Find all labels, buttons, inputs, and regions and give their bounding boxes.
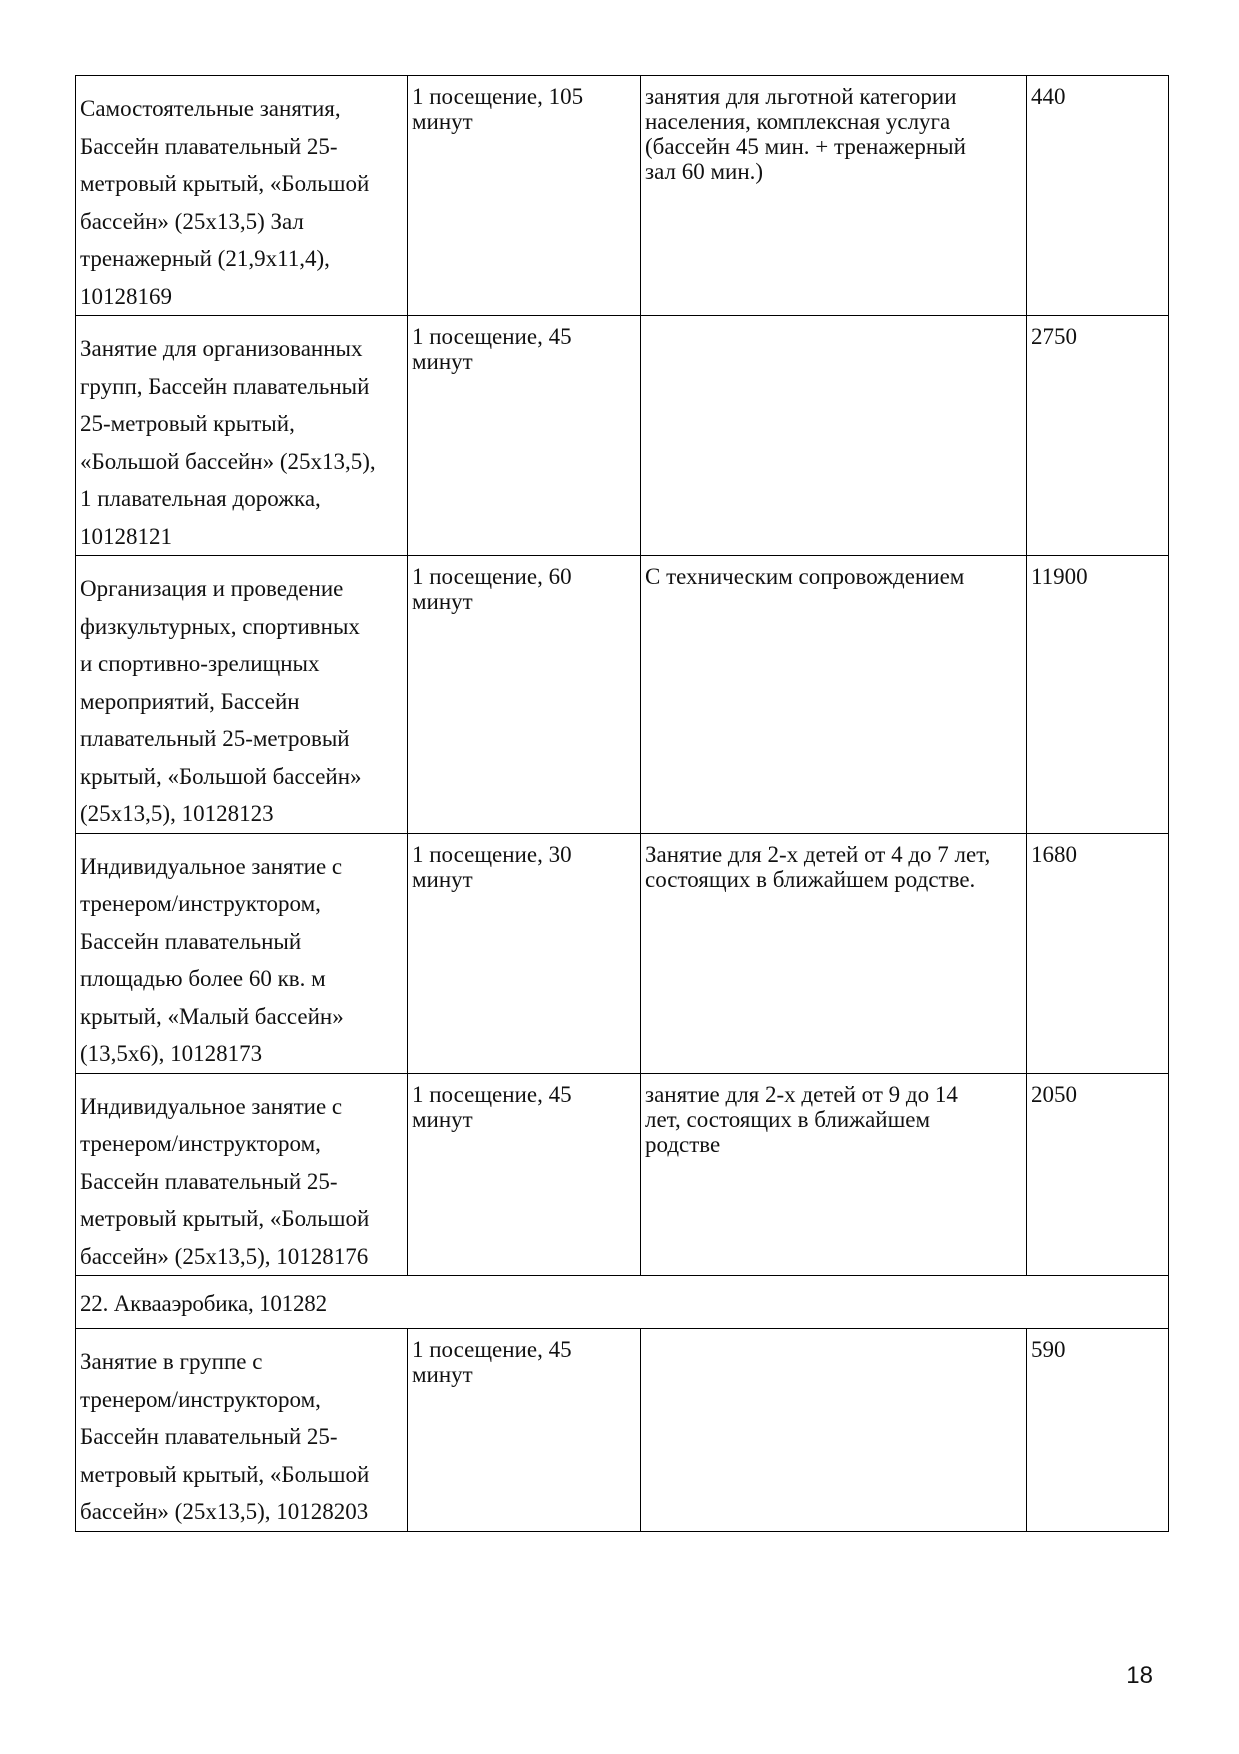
unit-text: 1 посещение, 45 минут <box>412 324 572 374</box>
table-row <box>76 833 1169 1073</box>
price-text: 2050 <box>1031 1081 1077 1107</box>
unit-text: 1 посещение, 45 минут <box>412 1081 572 1132</box>
unit-cell <box>408 556 641 834</box>
table-row <box>76 316 1169 556</box>
page-number: 18 <box>1126 1662 1153 1689</box>
price-cell <box>1027 76 1169 316</box>
note-cell <box>641 833 1027 1073</box>
service-name-cell <box>76 1329 408 1532</box>
service-price-table <box>75 75 1169 1532</box>
price-text: 590 <box>1031 1337 1066 1362</box>
price-cell <box>1027 316 1169 556</box>
unit-text: 1 посещение, 45 минут <box>412 1337 572 1387</box>
note-text: занятия для льготной категории населения, комплексная услуга (бассейн 45 мин. + тренажерный зал 60 мин.) <box>645 84 966 184</box>
price-text: 2750 <box>1031 324 1077 349</box>
note-text: С техническим сопровождением <box>645 564 965 589</box>
table-row <box>76 76 1169 316</box>
unit-cell <box>408 76 641 316</box>
note-cell <box>641 1329 1027 1532</box>
note-cell <box>641 1073 1027 1276</box>
service-name: Занятие для организованных групп, Бассейн плавательный 25-метровый крытый, «Большой бассейн» (25х13,5), 1 плавательная дорожка, 10128121 <box>80 336 376 549</box>
note-cell <box>641 556 1027 834</box>
note-cell <box>641 76 1027 316</box>
unit-text: 1 посещение, 105 минут <box>412 84 584 134</box>
price-cell <box>1027 556 1169 834</box>
unit-cell <box>408 316 641 556</box>
price-text: 11900 <box>1031 564 1088 589</box>
section-header-row <box>76 1276 1169 1329</box>
service-name-cell <box>76 76 408 316</box>
unit-cell <box>408 833 641 1073</box>
service-name-cell <box>76 316 408 556</box>
service-name: Индивидуальное занятие с тренером/инструктором, Бассейн плавательный 25- метровый крытый, «Большой бассейн» (25х13,5), 10128176 <box>80 1093 370 1269</box>
service-name: Занятие в группе с тренером/инструктором, Бассейн плавательный 25- метровый крытый, «Большой бассейн» (25х13,5), 10128203 <box>80 1349 370 1524</box>
price-cell <box>1027 1073 1169 1276</box>
service-name: Индивидуальное занятие с тренером/инструктором, Бассейн плавательный площадью более 60 кв. м крытый, «Малый бассейн» (13,5х6), 10128173 <box>80 853 344 1066</box>
price-text: 1680 <box>1031 841 1077 867</box>
unit-cell <box>408 1329 641 1532</box>
price-text: 440 <box>1031 84 1066 109</box>
service-name: Самостоятельные занятия, Бассейн плавательный 25- метровый крытый, «Большой бассейн» (25х13,5) Зал тренажерный (21,9х11,4), 10128169 <box>80 96 370 309</box>
unit-text: 1 посещение, 30 минут <box>412 841 572 892</box>
note-text: занятие для 2-х детей от 9 до 14 лет, состоящих в ближайшем родстве <box>645 1081 958 1157</box>
unit-cell <box>408 1073 641 1276</box>
price-cell <box>1027 1329 1169 1532</box>
note-text: Занятие для 2-х детей от 4 до 7 лет, состоящих в ближайшем родстве. <box>645 841 991 892</box>
service-name-cell <box>76 556 408 834</box>
table-row <box>76 556 1169 834</box>
service-name-cell <box>76 833 408 1073</box>
service-name-cell <box>76 1073 408 1276</box>
unit-text: 1 посещение, 60 минут <box>412 564 572 614</box>
service-name: Организация и проведение физкультурных, спортивных и спортивно-зрелищных мероприятий, Бассейн плавательный 25-метровый крытый, «Большой бассейн» (25х13,5), 10128123 <box>80 576 362 826</box>
table-row <box>76 1329 1169 1532</box>
price-cell <box>1027 833 1169 1073</box>
note-cell <box>641 316 1027 556</box>
table-row <box>76 1073 1169 1276</box>
section-title: 22. Аквааэробика, 101282 <box>76 1276 1169 1329</box>
